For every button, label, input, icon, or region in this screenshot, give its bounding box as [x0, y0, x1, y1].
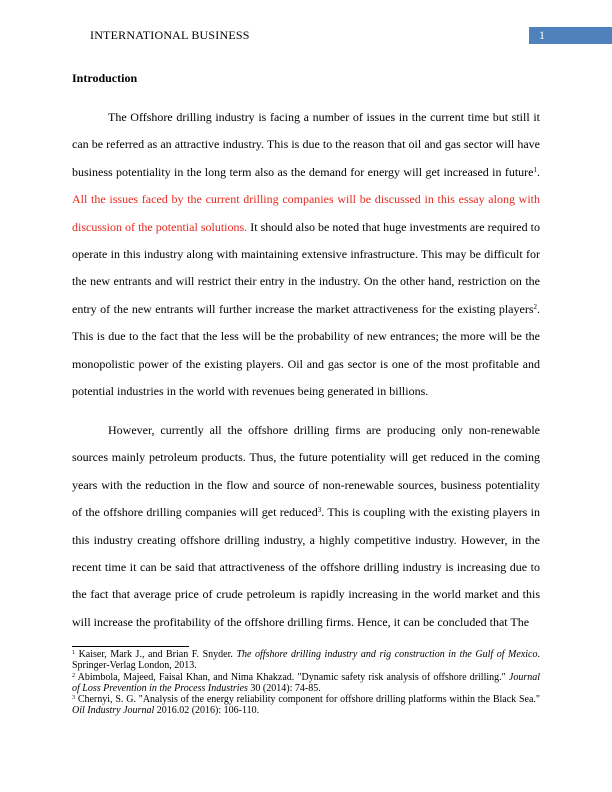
footnote-ref-3[interactable]: 3	[317, 506, 322, 515]
footnote-text: Abimbola, Majeed, Faisal Khan, and Nima Khakzad. "Dynamic safety risk analysis of offshore drilling."	[75, 671, 509, 683]
footnote-item	[72, 672, 540, 695]
footnote-number: 2	[72, 672, 75, 679]
footnote-text: 2016.02 (2016): 106-110.	[154, 705, 260, 717]
paragraph-text: . This is coupling with the existing players in this industry creating offshore drilling industry, a highly competitive industry. However, in the recent time it can be said that attractiveness of the offshore drilling industry is increasing due to the fact that average price of crude petroleum is rapidly increasing in the world market and this will increase the profitability of the offshore drilling firms. Hence, it can be concluded that The	[72, 505, 541, 629]
footnote-title: The offshore drilling industry and rig construction in the Gulf of Mexico	[236, 649, 538, 660]
footnote-text: Chernyi, S. G. "Analysis of the energy reliability component for offshore drilling platforms within the Black Sea."	[75, 694, 540, 706]
footnotes	[72, 649, 540, 717]
footnote-number: 3	[72, 695, 75, 702]
paragraph-text: However, currently all the offshore drilling firms are producing only non-renewable sources mainly petroleum products. Thus, the future potentiality will get reduced in the coming years with the reduction in the flow and source of non-renewable sources, business potentiality of the offshore drilling companies will get reduced	[72, 423, 540, 520]
paragraph-introduction	[72, 104, 540, 405]
footnote-ref-2[interactable]: 2	[533, 302, 537, 311]
section-heading: Introduction	[72, 71, 138, 85]
footnote-text: 30 (2014): 74-85.	[247, 682, 321, 694]
page-number-badge: 1	[529, 27, 612, 44]
footnote-separator	[72, 646, 189, 647]
paragraph-text: .	[537, 164, 540, 179]
paragraph-text: . This is due to the fact that the less will be the probability of new entrances; the more will be the monopolistic power of the existing players. Oil and gas sector is one of the most profitable and potential industries in the world with revenues being generated in billions.	[72, 301, 540, 399]
footnote-ref-1[interactable]: 1	[533, 165, 537, 174]
footnote-title: Journal of Loss Prevention in the Process Industries	[72, 671, 540, 694]
footnote-text: Kaiser, Mark J., and Brian F. Snyder.	[75, 649, 237, 660]
footnote-item	[72, 694, 540, 717]
paragraph-text: It should also be noted that huge investments are required to operate in this industry along with maintaining extensive infrastructure. This may be difficult for the new entrants and will restrict their entry in the industry. On the other hand, restriction on the entry of the new entrants will further increase the market attractiveness for the existing players	[72, 219, 540, 316]
paragraph-second	[72, 417, 540, 636]
highlighted-text: All the issues faced by the current drilling companies will be discussed in this essay along with discussion of the potential solutions.	[72, 192, 540, 234]
footnote-item	[72, 649, 540, 672]
footnote-text: . Springer-Verlag London, 2013.	[72, 649, 540, 672]
footnote-title: Oil Industry Journal	[72, 705, 155, 717]
footnote-number: 1	[72, 650, 75, 656]
running-header: INTERNATIONAL BUSINESS	[90, 28, 250, 42]
paragraph-text: The Offshore drilling industry is facing a number of issues in the current time but still it can be referred as an attractive industry. This is due to the reason that oil and gas sector will have business potentiality in the long term also as the demand for energy will get increased in future	[72, 110, 540, 179]
